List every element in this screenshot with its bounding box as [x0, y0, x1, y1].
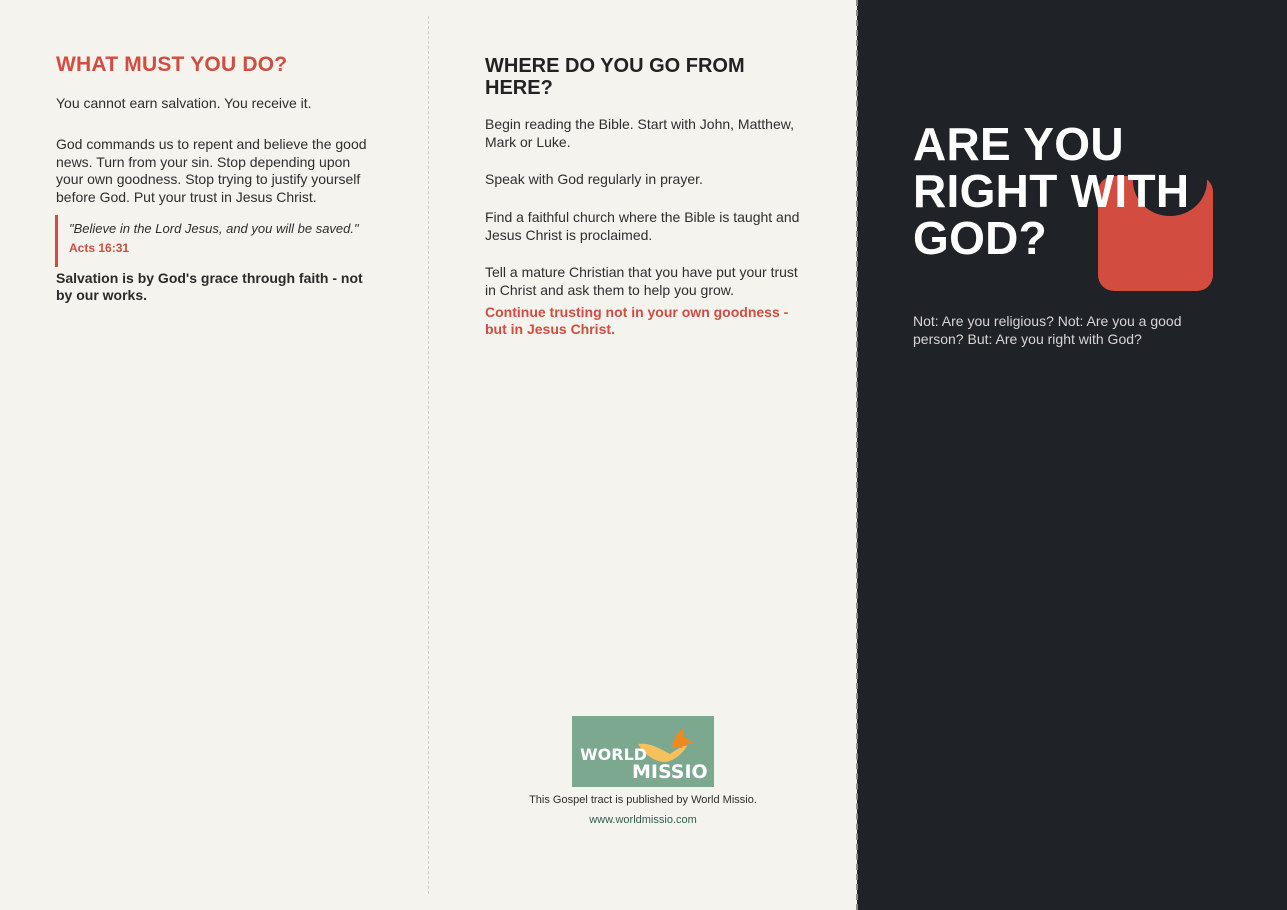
next-step-item: Speak with God regularly in prayer. — [485, 171, 703, 187]
website-link[interactable]: www.worldmissio.com — [589, 814, 697, 826]
salvation-intro-text: You cannot earn salvation. You receive it. — [56, 95, 312, 111]
quote-text: "Believe in the Lord Jesus, and you will be saved." — [69, 221, 359, 236]
where-do-you-go-heading: WHERE DO YOU GO FROM HERE? — [485, 55, 745, 99]
next-step-item: Find a faithful church where the Bible is taught and Jesus Christ is proclaimed. — [485, 209, 800, 243]
repent-paragraph: God commands us to repent and believe the good news. Turn from your sin. Stop depending upon your own goodness. Stop trying to justify yourself before God. Put your trust in Jesus Christ. — [56, 136, 367, 205]
cover-title: ARE YOU RIGHT WITH GOD? — [913, 118, 1190, 264]
logo-text-missio: MISSIO — [632, 761, 708, 783]
world-missio-logo — [572, 716, 714, 787]
logo-text-world: WORLD — [580, 745, 648, 764]
scripture-quote — [55, 215, 370, 267]
next-step-item: Begin reading the Bible. Start with John, Matthew, Mark or Luke. — [485, 116, 794, 150]
what-must-you-do-heading: WHAT MUST YOU DO? — [56, 53, 288, 76]
fold-line — [428, 16, 429, 894]
next-step-item: Tell a mature Christian that you have put your trust in Christ and ask them to help you grow. — [485, 264, 798, 298]
publisher-note: This Gospel tract is published by World Missio. — [529, 794, 757, 806]
cut-line — [856, 0, 858, 910]
grace-statement: Salvation is by God's grace through faith - not by our works. — [56, 270, 363, 303]
continue-trusting-statement: Continue trusting not in your own goodness - but in Jesus Christ. — [485, 304, 789, 337]
cover-subtitle: Not: Are you religious? Not: Are you a good person? But: Are you right with God? — [913, 313, 1182, 347]
quote-reference: Acts 16:31 — [69, 241, 130, 255]
